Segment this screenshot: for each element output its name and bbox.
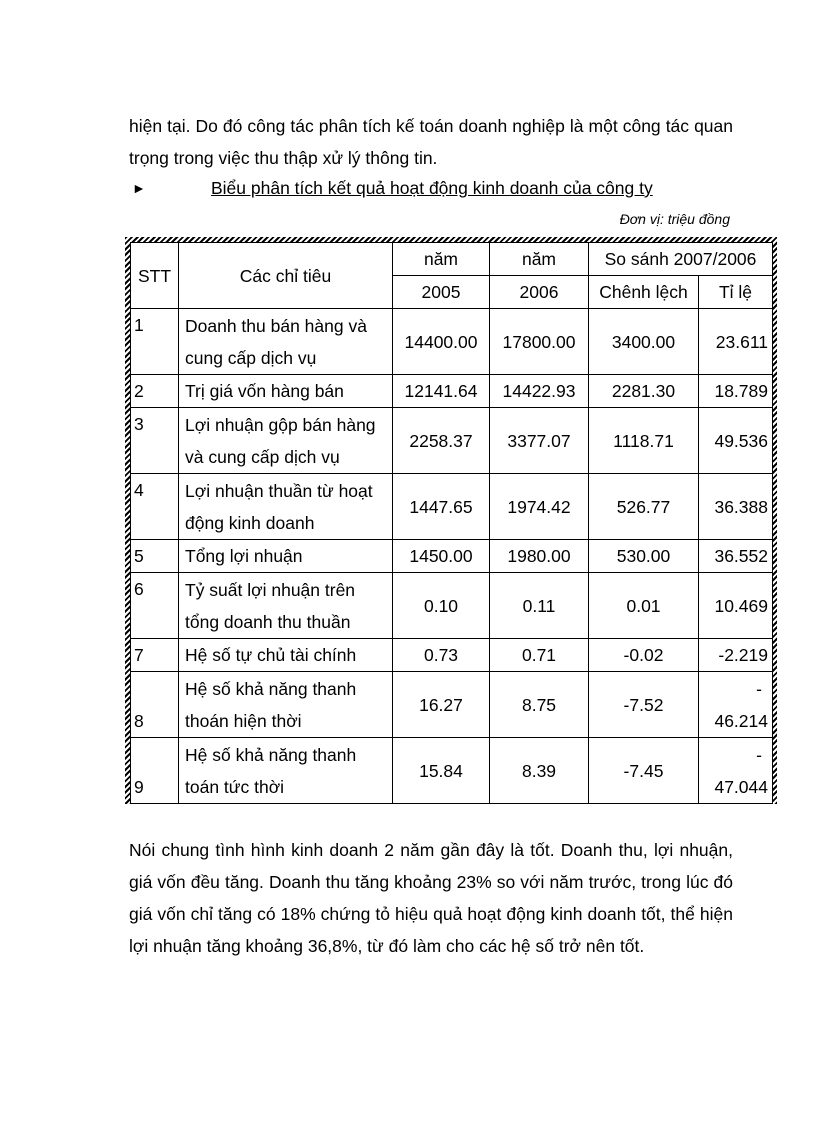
header-indicator: Các chỉ tiêu bbox=[179, 243, 393, 309]
row-2006: 0.71 bbox=[490, 639, 589, 672]
row-label: Lợi nhuận thuần từ hoạt động kinh doanh bbox=[179, 474, 393, 540]
table-row bbox=[131, 639, 773, 672]
arrow-bullet-icon: ► bbox=[132, 180, 146, 196]
row-diff: 0.01 bbox=[589, 573, 699, 639]
row-ratio: 10.469 bbox=[699, 573, 773, 639]
header-year-2005-label: năm bbox=[393, 243, 490, 276]
table-row bbox=[131, 738, 773, 804]
header-diff: Chênh lệch bbox=[589, 276, 699, 309]
ratio-sign: - bbox=[756, 744, 762, 765]
row-diff: 1118.71 bbox=[589, 408, 699, 474]
row-2005: 1447.65 bbox=[393, 474, 490, 540]
row-stt: 6 bbox=[131, 573, 179, 639]
row-label: Lợi nhuận gộp bán hàng và cung cấp dịch vụ bbox=[179, 408, 393, 474]
row-label: Trị giá vốn hàng bán bbox=[179, 375, 393, 408]
row-2005: 2258.37 bbox=[393, 408, 490, 474]
row-label: Tỷ suất lợi nhuận trên tổng doanh thu thuần bbox=[179, 573, 393, 639]
row-2006: 1974.42 bbox=[490, 474, 589, 540]
row-stt: 4 bbox=[131, 474, 179, 540]
row-diff: 3400.00 bbox=[589, 309, 699, 375]
intro-paragraph: hiện tại. Do đó công tác phân tích kế toán doanh nghiệp là một công tác quan trọng trong việc thu thập xử lý thông tin. bbox=[129, 116, 733, 168]
row-ratio: 36.388 bbox=[699, 474, 773, 540]
ratio-value: 46.214 bbox=[714, 710, 768, 731]
header-year-2005-value: 2005 bbox=[393, 276, 490, 309]
row-label: Tổng lợi nhuận bbox=[179, 540, 393, 573]
row-diff: 526.77 bbox=[589, 474, 699, 540]
unit-note: Đơn vị: triệu đồng bbox=[619, 211, 730, 227]
header-year-2006-label: năm bbox=[490, 243, 589, 276]
row-2005: 14400.00 bbox=[393, 309, 490, 375]
row-label: Doanh thu bán hàng và cung cấp dịch vụ bbox=[179, 309, 393, 375]
table-row bbox=[131, 540, 773, 573]
row-label: Hệ số khả năng thanh toán tức thời bbox=[179, 738, 393, 804]
row-stt: 2 bbox=[131, 375, 179, 408]
table-row bbox=[131, 375, 773, 408]
row-ratio: 49.536 bbox=[699, 408, 773, 474]
row-stt: 8 bbox=[131, 672, 179, 738]
table-row bbox=[131, 474, 773, 540]
business-results-table bbox=[130, 242, 773, 804]
table-row bbox=[131, 672, 773, 738]
header-ratio: Tỉ lệ bbox=[699, 276, 773, 309]
section-heading bbox=[129, 178, 733, 208]
row-2006: 8.39 bbox=[490, 738, 589, 804]
row-2006: 8.75 bbox=[490, 672, 589, 738]
row-stt: 1 bbox=[131, 309, 179, 375]
row-ratio bbox=[699, 672, 773, 738]
row-stt: 3 bbox=[131, 408, 179, 474]
row-diff: -7.45 bbox=[589, 738, 699, 804]
row-ratio: -2.219 bbox=[699, 639, 773, 672]
table-row bbox=[131, 309, 773, 375]
row-diff: 530.00 bbox=[589, 540, 699, 573]
row-2006: 14422.93 bbox=[490, 375, 589, 408]
row-2006: 3377.07 bbox=[490, 408, 589, 474]
row-diff: -0.02 bbox=[589, 639, 699, 672]
row-stt: 5 bbox=[131, 540, 179, 573]
row-label: Hệ số tự chủ tài chính bbox=[179, 639, 393, 672]
header-year-2006-value: 2006 bbox=[490, 276, 589, 309]
row-ratio: 23.611 bbox=[699, 309, 773, 375]
row-2005: 0.73 bbox=[393, 639, 490, 672]
row-ratio: 18.789 bbox=[699, 375, 773, 408]
row-2005: 1450.00 bbox=[393, 540, 490, 573]
row-2005: 16.27 bbox=[393, 672, 490, 738]
header-stt: STT bbox=[131, 243, 179, 309]
row-2006: 17800.00 bbox=[490, 309, 589, 375]
row-ratio: 36.552 bbox=[699, 540, 773, 573]
ratio-value: 47.044 bbox=[714, 776, 768, 797]
table-frame bbox=[125, 237, 777, 804]
ratio-sign: - bbox=[756, 678, 762, 699]
conclusion-paragraph: Nói chung tình hình kinh doanh 2 năm gần đây là tốt. Doanh thu, lợi nhuận, giá vốn đều tăng. Doanh thu tăng khoảng 23% so với năm trước, trong lúc đó giá vốn chỉ tăng có 18% chứng tỏ hiệu quả hoạt động kinh doanh tốt, thể hiện lợi nhuận tăng khoảng 36,8%, từ đó làm cho các hệ số trở nên tốt. bbox=[129, 840, 733, 956]
row-stt: 7 bbox=[131, 639, 179, 672]
row-diff: -7.52 bbox=[589, 672, 699, 738]
row-2006: 0.11 bbox=[490, 573, 589, 639]
row-label: Hệ số khả năng thanh thoán hiện thời bbox=[179, 672, 393, 738]
row-ratio bbox=[699, 738, 773, 804]
row-2005: 12141.64 bbox=[393, 375, 490, 408]
row-diff: 2281.30 bbox=[589, 375, 699, 408]
row-stt: 9 bbox=[131, 738, 179, 804]
row-2005: 15.84 bbox=[393, 738, 490, 804]
table-row bbox=[131, 408, 773, 474]
row-2006: 1980.00 bbox=[490, 540, 589, 573]
row-2005: 0.10 bbox=[393, 573, 490, 639]
section-title: Biểu phân tích kết quả hoạt động kinh doanh của công ty bbox=[211, 178, 653, 198]
header-compare: So sánh 2007/2006 bbox=[589, 243, 773, 276]
table-row bbox=[131, 573, 773, 639]
